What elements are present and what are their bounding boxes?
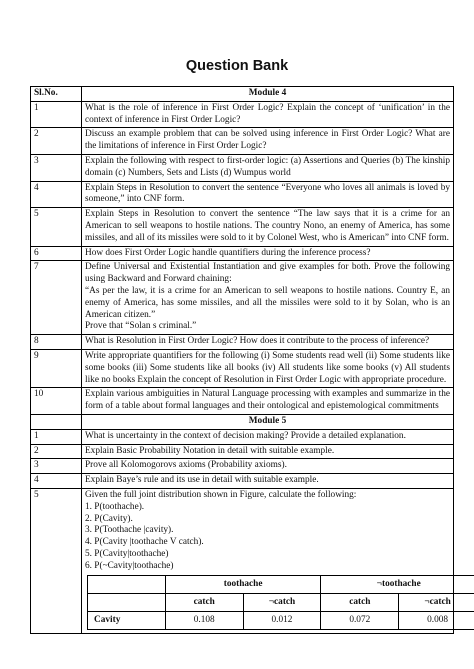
joint-value-row: [88, 612, 474, 630]
question-text: Explain the following with respect to first-order logic: (a) Assertions and Queries (b) The kinship domain (c) Numbers, Sets and Lists (d) Wumpus world: [82, 154, 454, 181]
question-bank-table: [30, 86, 454, 634]
question-number: 5: [31, 488, 82, 634]
question-row: [31, 388, 454, 415]
joint-value-cell: 0.108: [165, 612, 243, 630]
question-row: [31, 444, 454, 459]
joint-corner-cell: [88, 576, 166, 594]
question-row: [31, 474, 454, 489]
joint-group-row: [88, 576, 474, 594]
question-row: [31, 101, 454, 128]
module4-header: Module 4: [82, 87, 454, 102]
question-row: [31, 246, 454, 261]
question-text: What is Resolution in First Order Logic? How does it contribute to the process of inference?: [82, 335, 454, 350]
question-text: Explain Baye’s rule and its use in detail with suitable example.: [82, 474, 454, 489]
question-number: 3: [31, 154, 82, 181]
joint-corner-cell: [88, 594, 166, 612]
question-text: Explain Steps in Resolution to convert the sentence “The law says that it is a crime for an American to sell weapons to hostile nations. The country Nono, an enemy of America, has some missiles, and all of its missiles were sold to it by Colonel West, who is American” into CNF form.: [82, 208, 454, 246]
question-text: What is the role of inference in First Order Logic? Explain the concept of ‘unification’ in the context of inference in First Order Logic?: [82, 101, 454, 128]
question-text: [82, 261, 454, 335]
question-text: Prove all Kolomogorovs axioms (Probability axioms).: [82, 459, 454, 474]
joint-group-header: ¬toothache: [321, 576, 474, 594]
joint-value-cell: 0.008: [399, 612, 474, 630]
question-line: “As per the law, it is a crime for an American to sell weapons to hostile nations. Country E, an enemy of America, has some missiles, and all the missiles were sold to it by Solan, who is an American citizen.”: [85, 285, 450, 320]
question-row: [31, 335, 454, 350]
question-text: Explain Basic Probability Notation in detail with suitable example.: [82, 444, 454, 459]
joint-distribution-table: [87, 575, 474, 630]
question-number: 10: [31, 388, 82, 415]
question-text: Write appropriate quantifiers for the following (i) Some students read well (ii) Some students like some books (iii) Some students like all books (iv) All students like some books (v) All students like no books Explain the concept of Resolution in First Order Logic with appropriate procedure.: [82, 349, 454, 387]
question-line: Given the full joint distribution shown in Figure, calculate the following:: [85, 489, 357, 500]
module5-header: Module 5: [82, 414, 454, 429]
question-text: How does First Order Logic handle quantifiers during the inference process?: [82, 246, 454, 261]
question-line: 5. P(Cavity|toothache): [85, 548, 169, 559]
question-line: 4. P(Cavity |toothache V catch).: [85, 537, 204, 548]
question-row: [31, 128, 454, 155]
question-row: [31, 488, 454, 634]
joint-row-label: Cavity: [88, 612, 166, 630]
question-number: 4: [31, 474, 82, 489]
joint-group-header: toothache: [165, 576, 321, 594]
question-number: 4: [31, 181, 82, 208]
joint-sub-header: catch: [321, 594, 399, 612]
question-row: [31, 429, 454, 444]
question-number: 1: [31, 101, 82, 128]
joint-sub-row: [88, 594, 474, 612]
question-line: 1. P(toothache).: [85, 501, 145, 512]
question-bank-body: [31, 87, 454, 634]
question-text: [82, 488, 454, 634]
question-number: 7: [31, 261, 82, 335]
question-line: 3. P(Toothache |cavity).: [85, 525, 174, 536]
question-row: [31, 459, 454, 474]
joint-sub-header: catch: [165, 594, 243, 612]
joint-sub-header: ¬catch: [399, 594, 474, 612]
question-row: [31, 154, 454, 181]
question-number: 2: [31, 128, 82, 155]
question-line: 6. P(~Cavity|toothache): [85, 560, 174, 571]
question-number: 1: [31, 429, 82, 444]
module5-header-num-cell: [31, 414, 82, 429]
question-number: 8: [31, 335, 82, 350]
question-row: [31, 208, 454, 246]
question-number: 6: [31, 246, 82, 261]
question-line: 2. P(Cavity).: [85, 513, 133, 524]
question-number: 3: [31, 459, 82, 474]
question-text: Explain Steps in Resolution to convert the sentence “Everyone who loves all animals is loved by someone,” into CNF form.: [82, 181, 454, 208]
question-row: [31, 349, 454, 387]
question-line: Prove that “Solan s criminal.”: [85, 321, 197, 332]
question-number: 2: [31, 444, 82, 459]
joint-value-cell: 0.012: [243, 612, 321, 630]
question-number: 5: [31, 208, 82, 246]
module4-header-row: [31, 87, 454, 102]
module5-header-row: [31, 414, 454, 429]
question-text: What is uncertainty in the context of decision making? Provide a detailed explanation.: [82, 429, 454, 444]
question-row: [31, 261, 454, 335]
question-text: Explain various ambiguities in Natural Language processing with examples and summarize in the form of a table about formal languages and their ontological and epistemological commitments: [82, 388, 454, 415]
joint-value-cell: 0.072: [321, 612, 399, 630]
question-number: 9: [31, 349, 82, 387]
joint-sub-header: ¬catch: [243, 594, 321, 612]
page-title: Question Bank: [185, 58, 289, 74]
question-text: Discuss an example problem that can be solved using inference in First Order Logic? What are the limitations of inference in First Order Logic?: [82, 128, 454, 155]
slno-header: Sl.No.: [31, 87, 82, 102]
question-row: [31, 181, 454, 208]
question-line: Define Universal and Existential Instantiation and give examples for both. Prove the following using Backward and Forward chaining:: [85, 262, 450, 285]
